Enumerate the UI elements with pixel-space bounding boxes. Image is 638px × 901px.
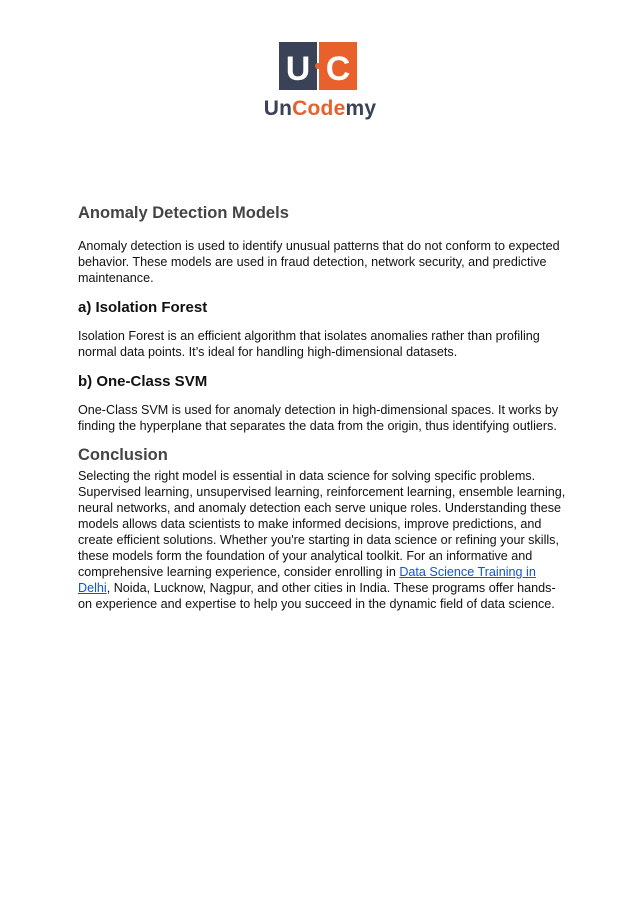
logo-wordmark	[255, 96, 385, 122]
conclusion-heading: Conclusion	[78, 446, 168, 464]
logo-word-un: Un	[263, 97, 293, 120]
anomaly-heading: Anomaly Detection Models	[78, 204, 289, 222]
logo-dot	[315, 63, 321, 69]
uncodemy-logo	[255, 42, 385, 124]
isolation-forest-paragraph: Isolation Forest is an efficient algorithm that isolates anomalies rather than profiling normal data points. It’s ideal for handling high-dimensional datasets.	[78, 329, 540, 359]
anomaly-paragraph: Anomaly detection is used to identify unusual patterns that do not conform to expected behavior. These models are used in fraud detection, network security, and predictive maintenance.	[78, 239, 560, 285]
conclusion-text-end: , Noida, Lucknow, Nagpur, and other cities in India. These programs offer hands-on experience and expertise to help you succeed in the dynamic field of data science.	[78, 581, 556, 611]
conclusion-paragraph	[78, 468, 566, 612]
logo-letter-u: U	[285, 50, 311, 88]
document-body	[78, 202, 566, 612]
conclusion-text-start: Selecting the right model is essential in data science for solving specific problems. Supervised learning, unsupervised learning, reinforcement learning, ensemble learning, neural networks, and anomaly detection each serve unique roles. Understanding these models allows data scientists to make informed decisions, improve predictions, and create efficient solutions. Whether you're starting in data science or refining your skills, these models form the foundation of your analytical toolkit. For an informative and comprehensive learning experience, consider enrolling in	[78, 469, 566, 579]
uncodemy-logo-mark	[279, 42, 357, 90]
one-class-svm-paragraph: One-Class SVM is used for anomaly detection in high-dimensional spaces. It works by finding the hyperplane that separates the data from the origin, thus identifying outliers.	[78, 403, 559, 433]
data-science-training-link[interactable]: Data Science Training in Delhi	[78, 565, 536, 595]
logo-letter-c: C	[325, 50, 351, 88]
logo-word-my: my	[345, 97, 377, 120]
logo-word-code: Code	[292, 97, 346, 120]
one-class-svm-heading: b) One-Class SVM	[78, 373, 208, 390]
isolation-forest-heading: a) Isolation Forest	[78, 299, 208, 316]
